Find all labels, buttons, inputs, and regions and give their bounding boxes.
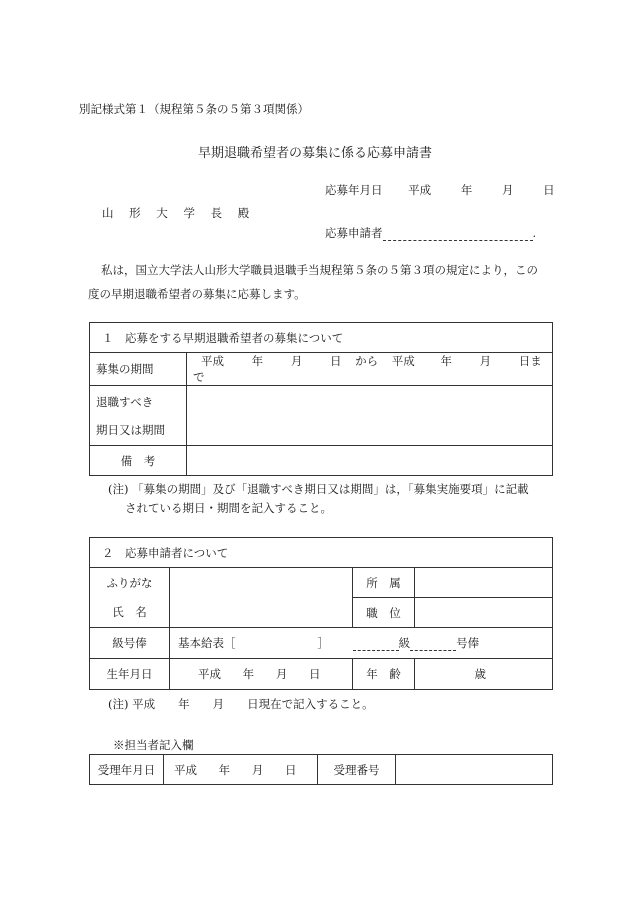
application-date-month: 月 bbox=[501, 183, 514, 197]
position-label: 職 位 bbox=[353, 598, 415, 628]
period-year1: 年 bbox=[251, 354, 264, 368]
name-field[interactable] bbox=[170, 568, 353, 628]
received-year: 年 bbox=[218, 762, 231, 777]
age-suffix: 歳 bbox=[474, 667, 486, 681]
retire-label-line1: 退職すべき bbox=[96, 394, 154, 409]
retire-date-label bbox=[90, 386, 187, 446]
received-month: 月 bbox=[251, 762, 264, 777]
received-number-label: 受理番号 bbox=[318, 755, 396, 785]
salary-table-close: ］ bbox=[317, 636, 329, 650]
grade-label: 級号俸 bbox=[90, 628, 170, 659]
remarks-label: 備 考 bbox=[90, 446, 187, 476]
retire-label-line2: 期日又は期間 bbox=[96, 422, 165, 437]
received-era: 平成 bbox=[174, 762, 197, 777]
age-label: 年 齢 bbox=[353, 659, 415, 690]
section1-heading: １ 応募をする早期退職希望者の募集について bbox=[90, 323, 553, 353]
application-date bbox=[325, 182, 555, 198]
section1-table bbox=[89, 322, 553, 476]
addressee: 山 形 大 学 長 殿 bbox=[102, 206, 256, 220]
section1-note-line1: (注) 「募集の期間」及び「退職すべき期日又は期間」は，「募集実施要項」に記載 bbox=[108, 482, 529, 496]
period-era1: 平成 bbox=[201, 354, 224, 368]
applicant-signature-line[interactable] bbox=[383, 228, 533, 241]
body-text-line-1: 私は，国立大学法人山形大学職員退職手当規程第５条の５第３項の規定により，この bbox=[101, 263, 538, 277]
position-field[interactable] bbox=[415, 598, 553, 628]
affiliation-field[interactable] bbox=[415, 568, 553, 598]
received-number-field[interactable] bbox=[396, 755, 553, 785]
salary-table-label: 基本給表［ bbox=[178, 636, 236, 650]
page-title: 早期退職希望者の募集に係る応募申請書 bbox=[197, 146, 432, 161]
age-field[interactable] bbox=[415, 659, 553, 690]
application-date-era: 平成 bbox=[408, 183, 432, 197]
birth-date-field[interactable] bbox=[170, 659, 353, 690]
application-date-label: 応募年月日 bbox=[325, 183, 383, 197]
step-suffix: 号俸 bbox=[456, 636, 480, 650]
period-field[interactable] bbox=[187, 353, 553, 386]
period-day1: 日 bbox=[329, 354, 342, 368]
period-era2: 平成 bbox=[391, 354, 415, 368]
furigana-label: ふりがな bbox=[90, 568, 170, 598]
period-day2: 日まで bbox=[193, 354, 542, 384]
affiliation-label: 所 属 bbox=[353, 568, 415, 598]
section2-heading: ２ 応募申請者について bbox=[90, 538, 553, 568]
application-date-year: 年 bbox=[460, 183, 473, 197]
applicant-signature: 応募申請者 . bbox=[325, 226, 537, 240]
birth-year: 年 bbox=[242, 667, 255, 681]
birth-date-label: 生年月日 bbox=[90, 659, 170, 690]
grade-suffix: 級 bbox=[398, 636, 411, 650]
applicant-label: 応募申請者 bbox=[325, 226, 383, 240]
form-number: 別記様式第１（規程第５条の５第３項関係） bbox=[79, 102, 309, 116]
application-date-day: 日 bbox=[543, 183, 555, 197]
birth-era: 平成 bbox=[198, 667, 221, 681]
section1-note-line2: されている期日・期間を記入すること。 bbox=[125, 501, 332, 515]
period-year2: 年 bbox=[440, 354, 452, 368]
received-day: 日 bbox=[284, 762, 297, 777]
period-from: から bbox=[355, 354, 379, 368]
received-date-field[interactable] bbox=[164, 755, 318, 785]
period-month2: 月 bbox=[479, 354, 492, 368]
period-label: 募集の期間 bbox=[90, 353, 187, 386]
grade-field[interactable] bbox=[170, 628, 553, 659]
retire-date-field[interactable] bbox=[187, 386, 553, 446]
grade-line[interactable] bbox=[353, 638, 399, 651]
staff-heading: ※担当者記入欄 bbox=[113, 738, 194, 752]
body-text-line-2: 度の早期退職希望者の募集に応募します。 bbox=[88, 287, 306, 301]
section2-table bbox=[89, 537, 553, 690]
step-line[interactable] bbox=[410, 638, 456, 651]
received-date-label: 受理年月日 bbox=[90, 755, 164, 785]
section2-note: (注) 平成 年 月 日現在で記入すること。 bbox=[108, 697, 374, 711]
remarks-field[interactable] bbox=[187, 446, 553, 476]
name-label: 氏 名 bbox=[90, 598, 170, 628]
staff-table bbox=[89, 754, 553, 785]
birth-day: 日 bbox=[308, 667, 321, 681]
birth-month: 月 bbox=[275, 667, 288, 681]
period-month1: 月 bbox=[290, 354, 303, 368]
